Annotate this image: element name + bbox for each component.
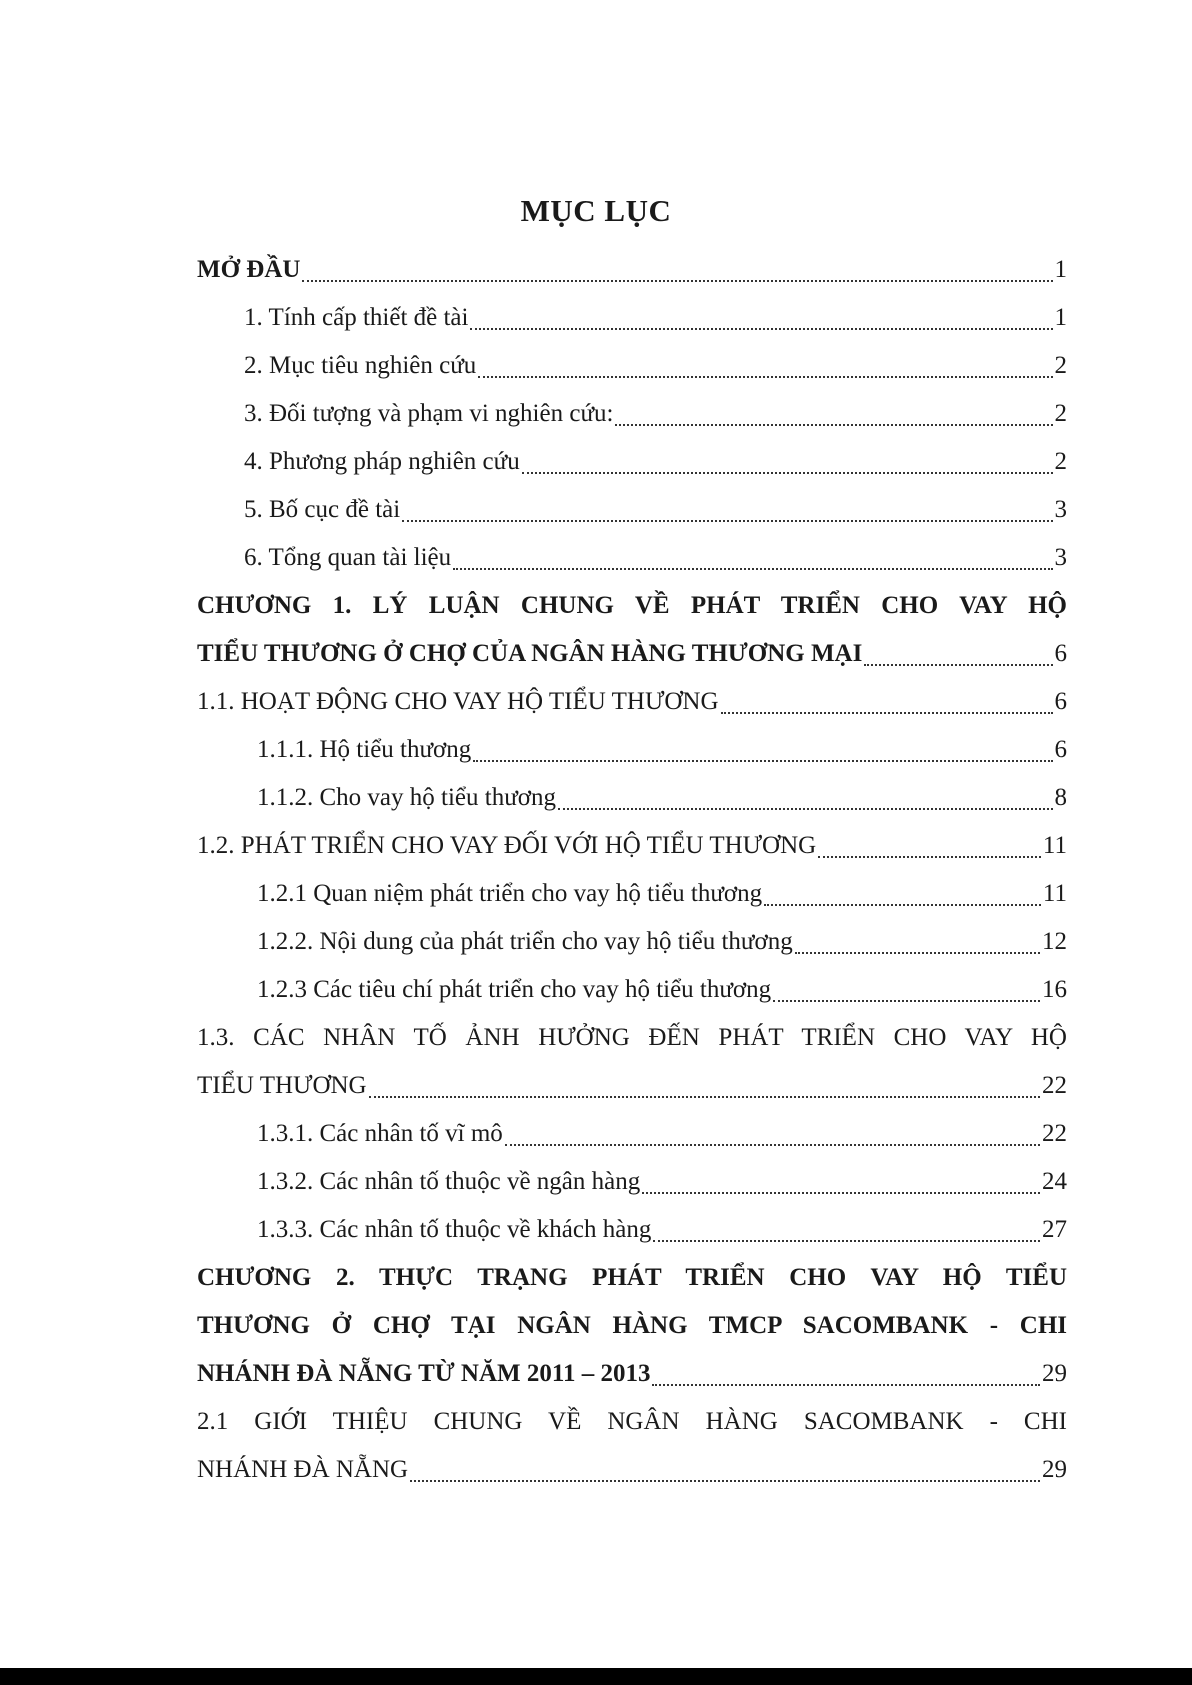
toc-entry-text: MỞ ĐẦU	[197, 256, 301, 283]
toc-page-number: 1	[1054, 304, 1067, 331]
toc-entry-text: 1.3.3. Các nhân tố thuộc về khách hàng	[257, 1216, 652, 1243]
toc-entry-text-line-1: 2.1 GIỚI THIỆU CHUNG VỀ NGÂN HÀNG SACOMBANK - CHI	[197, 1408, 1067, 1435]
toc-entry-text: 1.2.2. Nội dung của phát triển cho vay hộ tiểu thương	[257, 928, 793, 955]
toc-entry-text: 1.1.2. Cho vay hộ tiểu thương	[257, 784, 556, 811]
dot-leader	[864, 661, 1052, 666]
dot-leader	[478, 373, 1052, 378]
toc-entry-text: 1. Tính cấp thiết đề tài	[244, 304, 469, 331]
toc-entry-1-1-1[interactable]	[197, 726, 1067, 774]
toc-entry-3[interactable]	[197, 390, 1067, 438]
toc-entry-1-2-1[interactable]	[197, 870, 1067, 918]
dot-leader	[721, 709, 1053, 714]
toc-entry-text: 1.2.1 Quan niệm phát triển cho vay hộ tiểu thương	[257, 880, 763, 907]
toc-entry-text: 2. Mục tiêu nghiên cứu	[244, 352, 477, 379]
toc-entry-1-2[interactable]	[197, 822, 1067, 870]
toc-entry-text-line-2: TIỂU THƯƠNG	[197, 1072, 367, 1099]
dot-leader	[470, 325, 1052, 330]
dot-leader	[764, 901, 1041, 906]
toc-entry-text-line-1: CHƯƠNG 2. THỰC TRẠNG PHÁT TRIỂN CHO VAY HỘ TIỂU	[197, 1264, 1067, 1291]
page-title: MỤC LỤC	[520, 193, 672, 228]
toc-entry-text-line-2: THƯƠNG Ở CHỢ TẠI NGÂN HÀNG TMCP SACOMBANK - CHI	[197, 1312, 1067, 1339]
toc-page-number: 3	[1054, 496, 1067, 523]
toc-entry-text: 1.3.1. Các nhân tố vĩ mô	[257, 1120, 503, 1147]
toc-page-number: 16	[1042, 976, 1067, 1003]
toc-entry-text-line-2: TIỂU THƯƠNG Ở CHỢ CỦA NGÂN HÀNG THƯƠNG MẠI	[197, 640, 863, 667]
dot-leader	[652, 1381, 1040, 1386]
toc-entry-2[interactable]	[197, 342, 1067, 390]
toc-page-number: 8	[1054, 784, 1067, 811]
toc-page-number: 6	[1054, 688, 1067, 715]
toc-page-number: 29	[1042, 1360, 1067, 1387]
toc-entry-1-1[interactable]	[197, 678, 1067, 726]
toc-entry-1-3-3[interactable]	[197, 1206, 1067, 1254]
toc-entry-1-2-2[interactable]	[197, 918, 1067, 966]
toc-page-number: 1	[1054, 256, 1067, 283]
table-of-contents	[197, 246, 1067, 1494]
toc-entry-1-3-1[interactable]	[197, 1110, 1067, 1158]
dot-leader	[615, 421, 1052, 426]
dot-leader	[369, 1093, 1040, 1098]
toc-page-number: 22	[1042, 1120, 1067, 1147]
dot-leader	[410, 1477, 1040, 1482]
toc-entry-text-line-1: 1.3. CÁC NHÂN TỐ ẢNH HƯỞNG ĐẾN PHÁT TRIỂN CHO VAY HỘ	[197, 1024, 1067, 1051]
toc-page-number: 11	[1042, 832, 1067, 859]
toc-page-number: 29	[1042, 1456, 1067, 1483]
toc-entry-text-line-1: CHƯƠNG 1. LÝ LUẬN CHUNG VỀ PHÁT TRIỂN CHO VAY HỘ	[197, 592, 1067, 619]
toc-page-number: 12	[1042, 928, 1067, 955]
toc-entry-text: 1.2.3 Các tiêu chí phát triển cho vay hộ tiểu thương	[257, 976, 772, 1003]
toc-entry-text-line-3: NHÁNH ĐÀ NẴNG TỪ NĂM 2011 – 2013	[197, 1360, 651, 1387]
toc-page-number: 2	[1054, 400, 1067, 427]
dot-leader	[522, 469, 1053, 474]
toc-entry-text: 5. Bố cục đề tài	[244, 496, 401, 523]
toc-entry-text: 6. Tổng quan tài liệu	[244, 544, 452, 571]
dot-leader	[642, 1189, 1040, 1194]
toc-entry-1-3[interactable]	[197, 1014, 1067, 1110]
toc-entry-text: 1.1.1. Hộ tiểu thương	[257, 736, 472, 763]
toc-entry-text: 3. Đối tượng và phạm vi nghiên cứu:	[244, 400, 614, 427]
toc-page-number: 3	[1054, 544, 1067, 571]
toc-entry-chuong-2[interactable]	[197, 1254, 1067, 1398]
dot-leader	[795, 949, 1040, 954]
toc-page-number: 22	[1042, 1072, 1067, 1099]
toc-entry-5[interactable]	[197, 486, 1067, 534]
toc-page-number: 2	[1054, 352, 1067, 379]
toc-entry-4[interactable]	[197, 438, 1067, 486]
toc-page-number: 6	[1054, 736, 1067, 763]
toc-entry-text: 4. Phương pháp nghiên cứu	[244, 448, 520, 475]
toc-entry-chuong-1[interactable]	[197, 582, 1067, 678]
toc-page-number: 11	[1042, 880, 1067, 907]
toc-page-number: 2	[1054, 448, 1067, 475]
toc-entry-text: 1.2. PHÁT TRIỂN CHO VAY ĐỐI VỚI HỘ TIỂU THƯƠNG	[197, 832, 817, 859]
toc-entry-1-3-2[interactable]	[197, 1158, 1067, 1206]
dot-leader	[302, 277, 1052, 282]
dot-leader	[773, 997, 1040, 1002]
toc-entry-2-1[interactable]	[197, 1398, 1067, 1494]
toc-entry-1-2-3[interactable]	[197, 966, 1067, 1014]
toc-entry-text-line-2: NHÁNH ĐÀ NẴNG	[197, 1456, 409, 1483]
toc-page-number: 6	[1054, 640, 1067, 667]
dot-leader	[505, 1141, 1040, 1146]
toc-entry-text: 1.3.2. Các nhân tố thuộc về ngân hàng	[257, 1168, 641, 1195]
toc-page-number: 24	[1042, 1168, 1067, 1195]
dot-leader	[453, 565, 1052, 570]
toc-entry-1[interactable]	[197, 294, 1067, 342]
dot-leader	[558, 805, 1053, 810]
bottom-edge-bar	[0, 1668, 1192, 1685]
toc-entry-6[interactable]	[197, 534, 1067, 582]
dot-leader	[473, 757, 1052, 762]
toc-entry-text: 1.1. HOẠT ĐỘNG CHO VAY HỘ TIỂU THƯƠNG	[197, 688, 719, 715]
toc-page-number: 27	[1042, 1216, 1067, 1243]
dot-leader	[402, 517, 1052, 522]
dot-leader	[653, 1237, 1040, 1242]
toc-entry-1-1-2[interactable]	[197, 774, 1067, 822]
dot-leader	[818, 853, 1041, 858]
toc-entry-mo-dau[interactable]	[197, 246, 1067, 294]
